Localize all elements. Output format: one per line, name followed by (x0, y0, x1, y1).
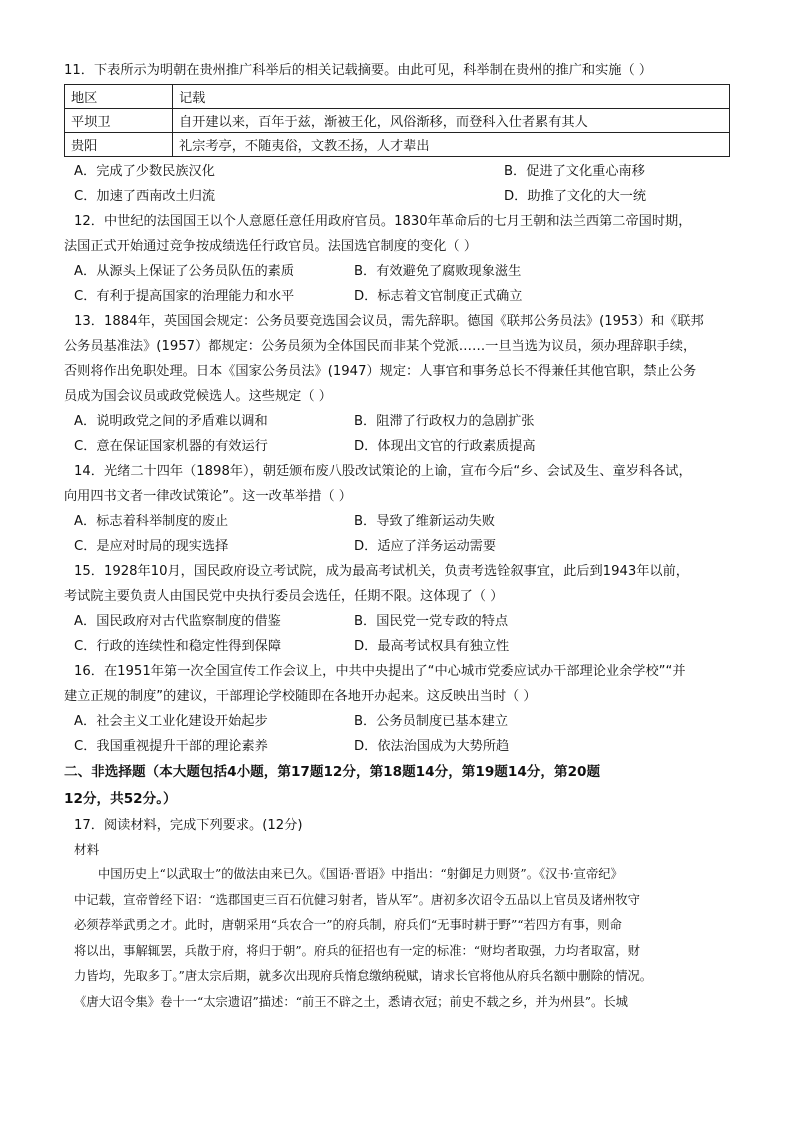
option-a: A．国民政府对古代监察制度的借鉴 (74, 614, 281, 629)
option-d: D．标志着文官制度正式确立 (354, 289, 523, 304)
question-15-stem-line: 15．1928年10月，国民政府设立考试院，成为最高考试机关，负责考选铨叙事宜，此后到1943年以前， (74, 564, 689, 579)
question-16-stem-line: 建立正规的制度”的建议，干部理论学校随即在各地开办起来。这反映出当时（ ） (64, 689, 537, 704)
question-14-options-row-1 (64, 509, 732, 534)
table-cell: 贵阳 (65, 133, 173, 157)
question-17-stem: 17．阅读材料，完成下列要求。(12分) (74, 818, 303, 833)
material-label: 材料 (74, 842, 100, 857)
question-15-stem-line: 考试院主要负责人由国民党中央执行委员会选任，任期不限。这体现了（ ） (64, 589, 504, 604)
table-row (65, 133, 730, 157)
question-13-stem-line: 公务员基准法》(1957）都规定：公务员须为全体国民而非某个党派……一旦当选为议员，须办理辞职手续， (64, 339, 697, 354)
table-header-region: 地区 (65, 85, 173, 109)
option-a: A．标志着科举制度的废止 (74, 514, 229, 529)
option-c: C．行政的连续性和稳定性得到保障 (74, 639, 282, 654)
material-line: 必须荐举武勇之才。此时，唐朝采用“兵农合一”的府兵制，府兵们“无事时耕于野”“若四方有事，则命 (74, 918, 622, 932)
question-12-stem-line: 12．中世纪的法国国王以个人意愿任意任用政府官员。1830年革命后的七月王朝和法兰西第二帝国时期， (74, 214, 692, 229)
table-header-record: 记载 (173, 85, 730, 109)
question-16-options-row-2 (64, 734, 732, 759)
question-13-stem-line: 13．1884年，英国国会规定：公务员要竞选国会议员，需先辞职。德国《联邦公务员法》(1953）和《联邦 (74, 314, 704, 329)
question-14-stem-line: 14．光绪二十四年（1898年），朝廷颁布废八股改试策论的上谕，宣布今后“乡、会试及生、童岁科各试， (74, 464, 692, 479)
material-line: 将以出，事解辄罢，兵散于府，将归于朝”。府兵的征招也有一定的标准：“财均者取强，力均者取富，财 (74, 943, 640, 958)
table-cell: 礼宗考亭，不随夷俗，文教丕扬，人才辈出 (173, 133, 730, 157)
table-row (65, 109, 730, 133)
question-12-options-row-2 (64, 284, 732, 309)
option-b: B．公务员制度已基本建立 (354, 714, 509, 729)
table-cell: 平坝卫 (65, 109, 173, 133)
material-line: 中记载，宣帝曾经下诏：“选郡国吏三百石伉健习射者，皆从军”。唐初多次诏令五品以上官员及诸州牧守 (74, 892, 640, 907)
question-14-options-row-2 (64, 534, 732, 559)
question-13-stem-line: 员成为国会议员或政党候选人。这些规定（ ） (64, 389, 332, 404)
material-line: 《唐大诏令集》卷十一“太宗遗诏”描述：“前王不辟之土，悉请衣冠；前史不载之乡，并为州县”。长城 (74, 994, 628, 1009)
question-13-options-row-2 (64, 434, 732, 459)
question-14-stem-line: 向用四书文者一律改试策论”。这一改革举措（ ） (64, 489, 352, 504)
question-15-options-row-1 (64, 609, 732, 634)
option-c: C．意在保证国家机器的有效运行 (74, 439, 268, 454)
option-a: A．社会主义工业化建设开始起步 (74, 714, 268, 729)
option-b: B．导致了维新运动失败 (354, 514, 495, 529)
question-16-options-row-1 (64, 709, 732, 734)
question-11-options-row-1 (64, 159, 732, 184)
table-header-row (65, 85, 730, 109)
question-11-stem: 11．下表所示为明朝在贵州推广科举后的相关记载摘要。由此可见，科举制在贵州的推广和实施（ ） (64, 63, 653, 78)
option-b: B．阻滞了行政权力的急剧扩张 (354, 414, 535, 429)
option-d: D．最高考试权具有独立性 (354, 639, 510, 654)
question-16-stem-line: 16．在1951年第一次全国宣传工作会议上，中共中央提出了“中心城市党委应试办干部理论业余学校”“并 (74, 664, 686, 679)
material-line: 中国历史上“以武取士”的做法由来已久。《国语·晋语》中指出：“射御足力则贤”。《汉书·宣帝纪》 (98, 867, 623, 881)
material-text (64, 862, 734, 1015)
option-b: B．促进了文化重心南移 (504, 164, 645, 179)
question-13-options-row-1 (64, 409, 732, 434)
option-a: A．说明政党之间的矛盾难以调和 (74, 414, 268, 429)
option-c: C．加速了西南改土归流 (74, 189, 216, 204)
option-b: B．国民党一党专政的特点 (354, 614, 509, 629)
question-11-options-row-2 (64, 184, 732, 209)
option-c: C．是应对时局的现实选择 (74, 539, 229, 554)
option-c: C．有利于提高国家的治理能力和水平 (74, 289, 295, 304)
material-line: 力皆均，先取多丁。”唐太宗后期，就多次出现府兵惰怠缴纳税赋，请求长官将他从府兵名额中删除的情况。 (74, 969, 653, 983)
option-b: B．有效避免了腐败现象滋生 (354, 264, 522, 279)
question-13-stem-line: 否则将作出免职处理。日本《国家公务员法》(1947）规定：人事官和事务总长不得兼任其他官职，禁止公务 (64, 364, 697, 379)
section-heading: 12分，共52分。） (64, 791, 177, 807)
record-table (64, 84, 730, 157)
table-cell: 自开建以来，百年于兹，渐被王化，风俗渐移，而登科入仕者累有其人 (173, 109, 730, 133)
exam-page (64, 58, 732, 1015)
option-a: A．完成了少数民族汉化 (74, 164, 215, 179)
section-heading: 二、非选择题（本大题包括4小题，第17题12分，第18题14分，第19题14分，第20题 (64, 764, 601, 780)
option-d: D．适应了洋务运动需要 (354, 539, 497, 554)
option-d: D．依法治国成为大势所趋 (354, 739, 510, 754)
option-d: D．体现出文官的行政素质提高 (354, 439, 536, 454)
question-12-options-row-1 (64, 259, 732, 284)
option-c: C．我国重视提升干部的理论素养 (74, 739, 268, 754)
question-15-options-row-2 (64, 634, 732, 659)
option-a: A．从源头上保证了公务员队伍的素质 (74, 264, 295, 279)
option-d: D．助推了文化的大一统 (504, 189, 647, 204)
question-12-stem-line: 法国正式开始通过竞争按成绩选任行政官员。法国选官制度的变化（ ） (64, 239, 478, 254)
